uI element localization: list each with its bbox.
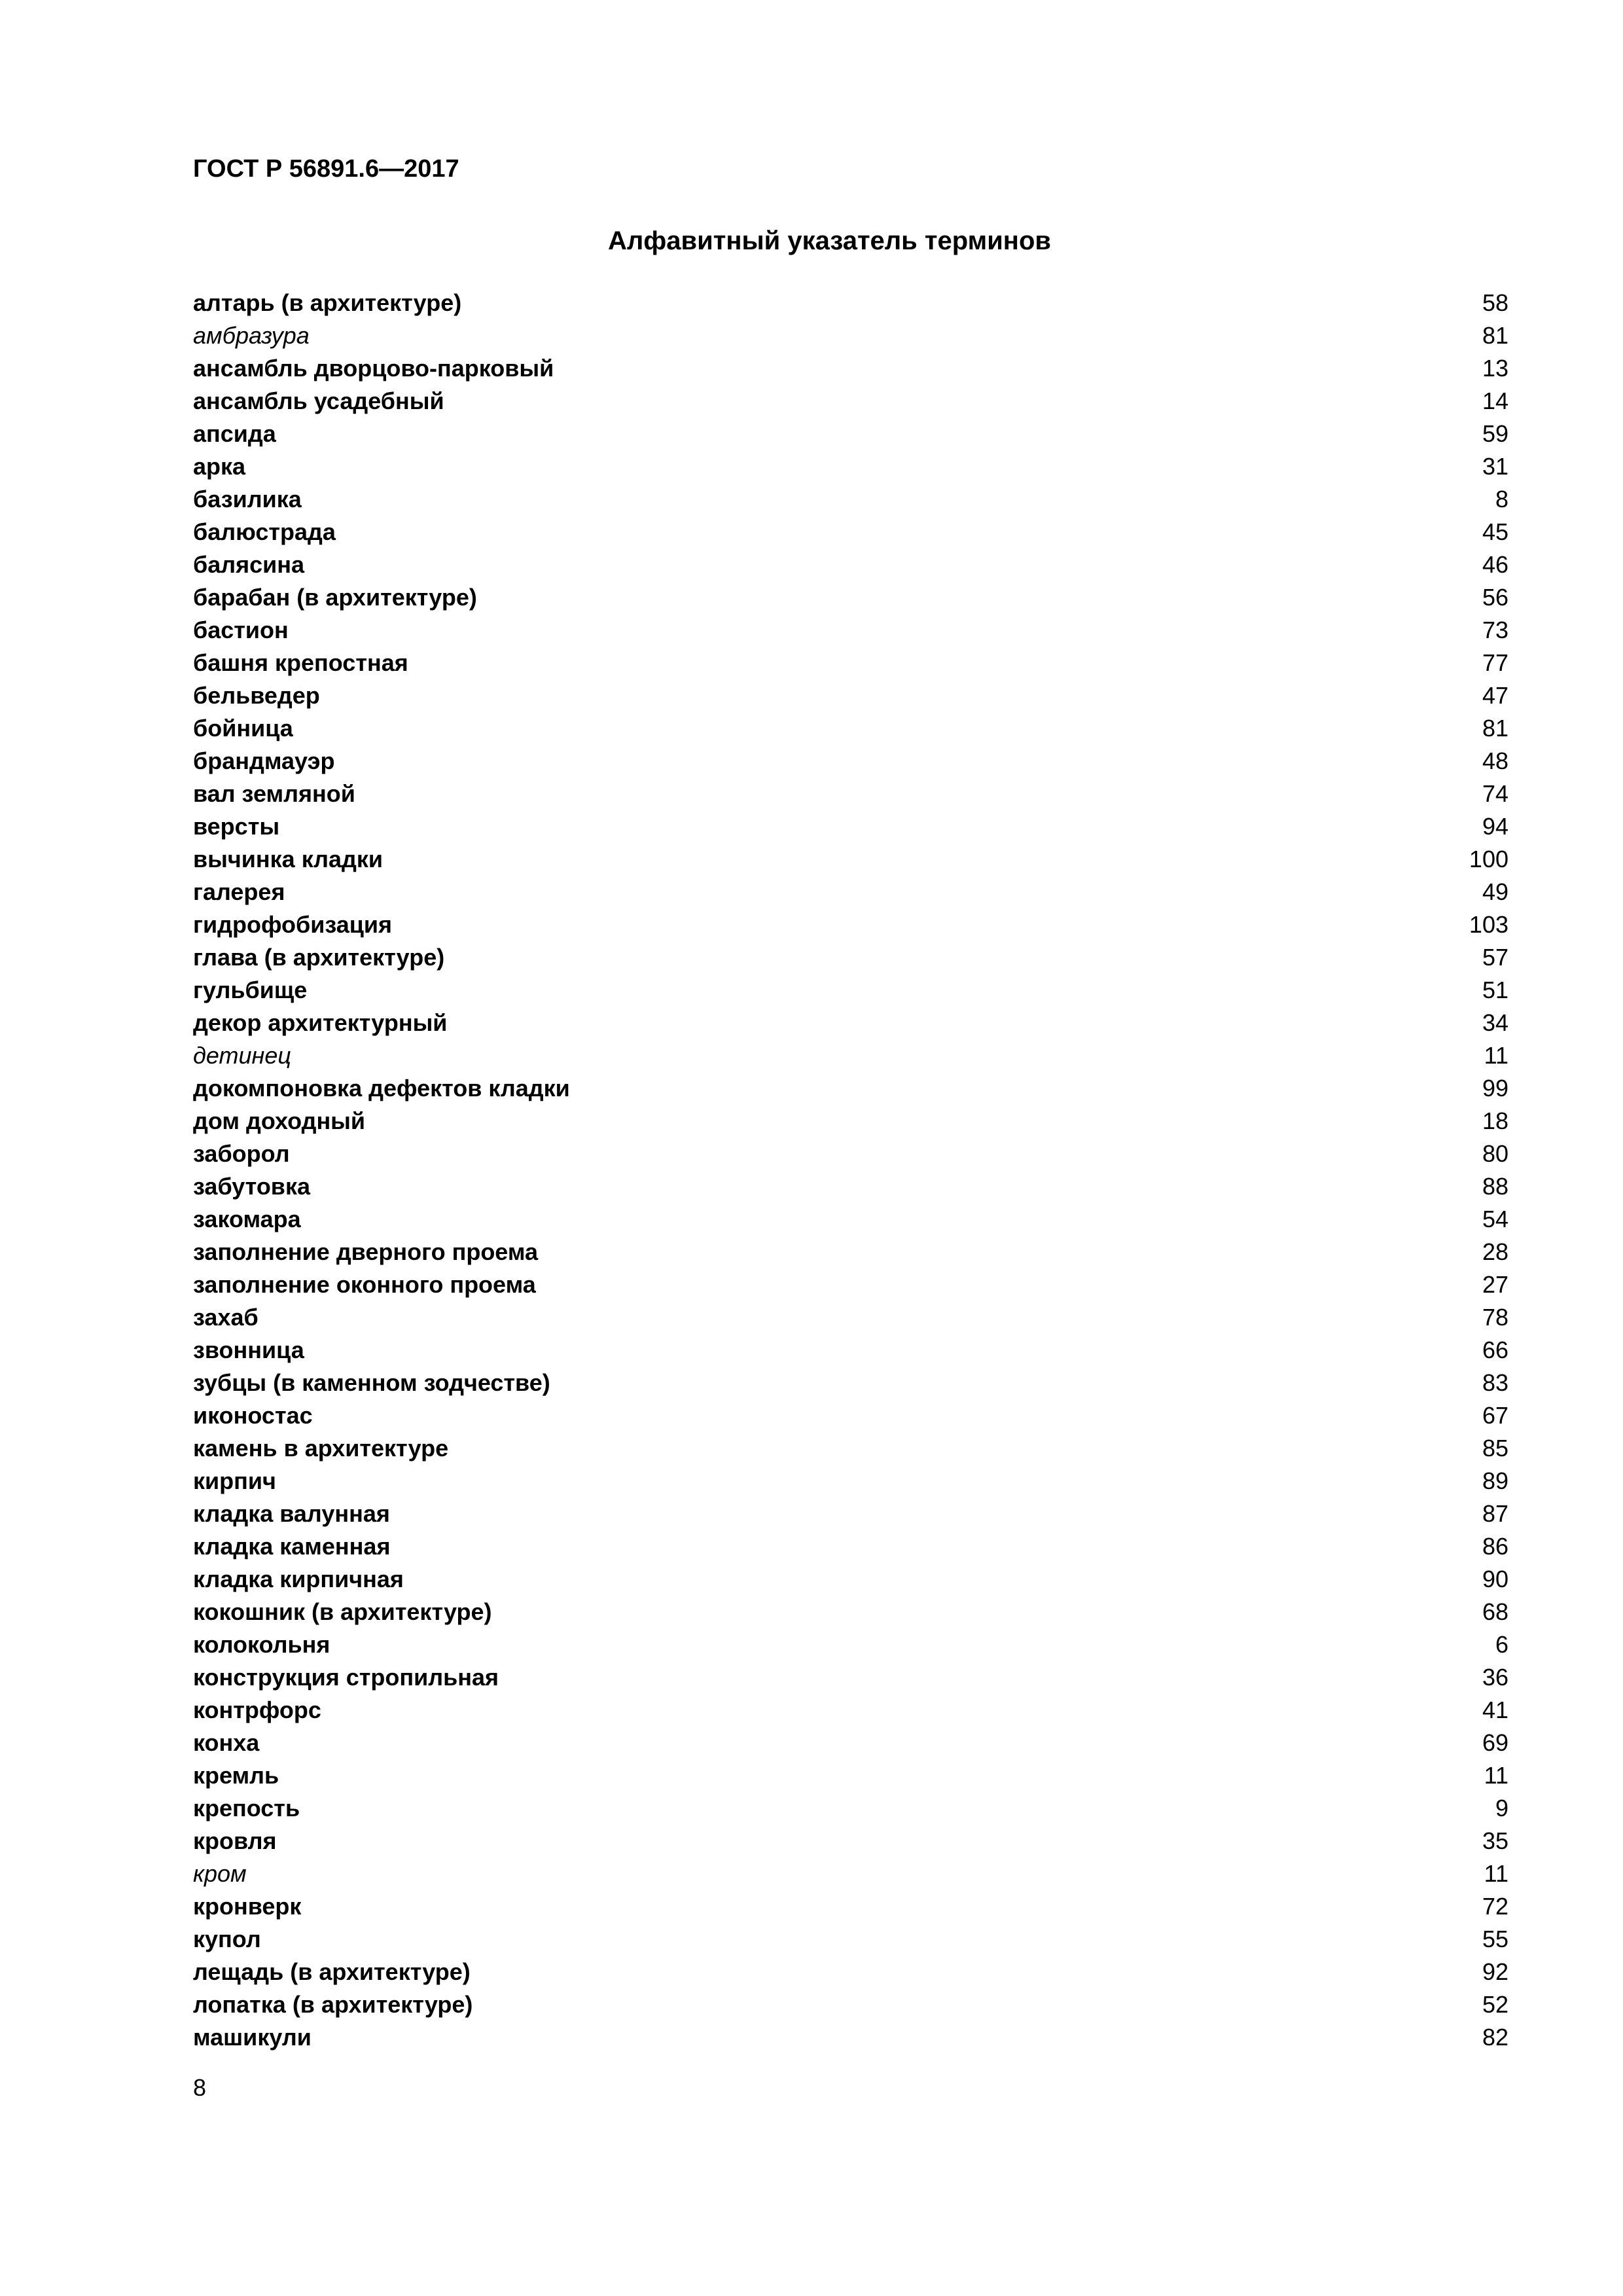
index-term: амбразура [193, 322, 310, 349]
index-term: кронверк [193, 1893, 302, 1920]
index-entry [193, 1334, 1508, 1367]
index-title: Алфавитный указатель терминов [608, 226, 1051, 255]
index-entry [193, 287, 1508, 319]
index-term: арка [193, 453, 246, 480]
index-ref-number: 73 [1482, 617, 1508, 643]
index-ref-number: 11 [1484, 1042, 1508, 1069]
index-term: машикули [193, 2024, 312, 2051]
index-ref-number: 66 [1482, 1336, 1508, 1363]
document-header: ГОСТ Р 56891.6—2017 [193, 155, 459, 183]
index-entry [193, 778, 1508, 810]
index-entry [193, 1563, 1508, 1596]
index-ref-number: 92 [1482, 1958, 1508, 1985]
index-term: барабан (в архитектуре) [193, 584, 477, 611]
index-entry [193, 1236, 1508, 1268]
index-term: бельведер [193, 682, 320, 709]
index-term: детинец [193, 1042, 291, 1069]
index-term: бастион [193, 617, 289, 643]
index-ref-number: 74 [1482, 780, 1508, 807]
index-ref-number: 82 [1482, 2024, 1508, 2051]
index-ref-number: 54 [1482, 1206, 1508, 1232]
index-entry [193, 385, 1508, 418]
index-entry [193, 516, 1508, 548]
index-ref-number: 58 [1482, 289, 1508, 316]
index-term: вычинка кладки [193, 846, 383, 872]
index-ref-number: 68 [1482, 1598, 1508, 1625]
index-term: иконостас [193, 1402, 313, 1429]
index-term: зубцы (в каменном зодчестве) [193, 1369, 550, 1396]
index-term: алтарь (в архитектуре) [193, 289, 462, 316]
index-entry [193, 614, 1508, 647]
index-entry [193, 1890, 1508, 1923]
index-entry [193, 843, 1508, 876]
index-term: звонница [193, 1336, 304, 1363]
index-entry [193, 1039, 1508, 1072]
index-ref-number: 100 [1469, 846, 1508, 872]
index-entry [193, 1268, 1508, 1301]
index-ref-number: 56 [1482, 584, 1508, 611]
index-entry [193, 1956, 1508, 1988]
index-ref-number: 85 [1482, 1435, 1508, 1462]
index-ref-number: 11 [1484, 1860, 1508, 1887]
index-ref-number: 86 [1482, 1533, 1508, 1560]
index-ref-number: 8 [1495, 486, 1508, 512]
index-entry [193, 679, 1508, 712]
index-entry [193, 974, 1508, 1007]
index-entry [193, 1923, 1508, 1956]
index-ref-number: 89 [1482, 1467, 1508, 1494]
index-entry [193, 1367, 1508, 1399]
index-ref-number: 18 [1482, 1107, 1508, 1134]
index-entry [193, 1465, 1508, 1498]
index-ref-number: 46 [1482, 551, 1508, 578]
index-term: захаб [193, 1304, 259, 1331]
index-entry [193, 1988, 1508, 2021]
index-term: глава (в архитектуре) [193, 944, 445, 971]
index-entry [193, 908, 1508, 941]
index-entry [193, 1759, 1508, 1792]
index-entry [193, 1628, 1508, 1661]
index-entry [193, 1857, 1508, 1890]
index-entry [193, 1301, 1508, 1334]
index-ref-number: 83 [1482, 1369, 1508, 1396]
index-term: конструкция стропильная [193, 1664, 499, 1691]
index-ref-number: 81 [1482, 322, 1508, 349]
index-entry [193, 1530, 1508, 1563]
index-ref-number: 11 [1484, 1762, 1508, 1789]
index-ref-number: 69 [1482, 1729, 1508, 1756]
index-term: заполнение дверного проема [193, 1238, 539, 1265]
index-term: ансамбль усадебный [193, 387, 444, 414]
index-entry [193, 1203, 1508, 1236]
index-term: колокольня [193, 1631, 330, 1658]
index-entry [193, 1072, 1508, 1105]
index-ref-number: 67 [1482, 1402, 1508, 1429]
index-entry [193, 1399, 1508, 1432]
index-ref-number: 59 [1482, 420, 1508, 447]
index-term: брандмауэр [193, 747, 335, 774]
index-entry [193, 2021, 1508, 2054]
index-term: закомара [193, 1206, 301, 1232]
index-entry [193, 876, 1508, 908]
index-term: крепость [193, 1795, 300, 1821]
index-ref-number: 6 [1495, 1631, 1508, 1658]
index-term: кром [193, 1860, 247, 1887]
index-entry [193, 745, 1508, 778]
index-term: кокошник (в архитектуре) [193, 1598, 492, 1625]
index-term: базилика [193, 486, 302, 512]
index-term: ансамбль дворцово-парковый [193, 355, 554, 382]
index-term: кремль [193, 1762, 279, 1789]
index-term: галерея [193, 878, 285, 905]
index-term: докомпоновка дефектов кладки [193, 1075, 570, 1102]
index-term: кладка каменная [193, 1533, 391, 1560]
index-term: апсида [193, 420, 276, 447]
index-entry [193, 1792, 1508, 1825]
index-term: гульбище [193, 977, 308, 1003]
index-ref-number: 41 [1482, 1696, 1508, 1723]
index-entry [193, 1661, 1508, 1694]
index-ref-number: 36 [1482, 1664, 1508, 1691]
index-entry [193, 483, 1508, 516]
index-entry [193, 1170, 1508, 1203]
index-ref-number: 81 [1482, 715, 1508, 742]
index-ref-number: 49 [1482, 878, 1508, 905]
index-term: балясина [193, 551, 305, 578]
index-entry [193, 418, 1508, 450]
index-ref-number: 52 [1482, 1991, 1508, 2018]
index-entry [193, 647, 1508, 679]
index-term: заборол [193, 1140, 290, 1167]
index-term: лопатка (в архитектуре) [193, 1991, 473, 2018]
index-ref-number: 45 [1482, 518, 1508, 545]
index-term: гидрофобизация [193, 911, 393, 938]
index-entry [193, 941, 1508, 974]
index-term: кровля [193, 1827, 277, 1854]
index-term: кирпич [193, 1467, 276, 1494]
index-ref-number: 31 [1482, 453, 1508, 480]
index-entry [193, 450, 1508, 483]
term-index-list [193, 287, 1508, 2054]
index-ref-number: 14 [1482, 387, 1508, 414]
index-term: бойница [193, 715, 293, 742]
index-term: версты [193, 813, 280, 840]
index-ref-number: 77 [1482, 649, 1508, 676]
index-term: конха [193, 1729, 260, 1756]
index-entry [193, 1432, 1508, 1465]
index-entry [193, 712, 1508, 745]
page-number: 8 [193, 2074, 207, 2101]
index-ref-number: 72 [1482, 1893, 1508, 1920]
index-ref-number: 94 [1482, 813, 1508, 840]
index-ref-number: 34 [1482, 1009, 1508, 1036]
index-term: заполнение оконного проема [193, 1271, 536, 1298]
index-ref-number: 51 [1482, 977, 1508, 1003]
index-entry [193, 352, 1508, 385]
index-term: контрфорс [193, 1696, 321, 1723]
index-term: купол [193, 1926, 261, 1952]
index-ref-number: 13 [1482, 355, 1508, 382]
index-entry [193, 581, 1508, 614]
index-entry [193, 810, 1508, 843]
index-ref-number: 99 [1482, 1075, 1508, 1102]
index-term: дом доходный [193, 1107, 366, 1134]
index-term: камень в архитектуре [193, 1435, 449, 1462]
index-ref-number: 80 [1482, 1140, 1508, 1167]
index-term: кладка валунная [193, 1500, 390, 1527]
index-entry [193, 1596, 1508, 1628]
index-ref-number: 9 [1495, 1795, 1508, 1821]
index-entry [193, 319, 1508, 352]
index-entry [193, 1138, 1508, 1170]
index-ref-number: 35 [1482, 1827, 1508, 1854]
index-entry [193, 1105, 1508, 1138]
index-term: декор архитектурный [193, 1009, 448, 1036]
index-ref-number: 28 [1482, 1238, 1508, 1265]
index-entry [193, 1498, 1508, 1530]
index-term: башня крепостная [193, 649, 408, 676]
index-term: кладка кирпичная [193, 1566, 404, 1592]
index-entry [193, 1825, 1508, 1857]
index-term: вал земляной [193, 780, 355, 807]
index-ref-number: 48 [1482, 747, 1508, 774]
index-entry [193, 1727, 1508, 1759]
index-entry [193, 1007, 1508, 1039]
index-ref-number: 27 [1482, 1271, 1508, 1298]
index-ref-number: 55 [1482, 1926, 1508, 1952]
index-ref-number: 78 [1482, 1304, 1508, 1331]
index-entry [193, 548, 1508, 581]
index-ref-number: 87 [1482, 1500, 1508, 1527]
index-term: забутовка [193, 1173, 310, 1200]
index-entry [193, 1694, 1508, 1727]
index-term: балюстрада [193, 518, 336, 545]
index-ref-number: 47 [1482, 682, 1508, 709]
index-ref-number: 88 [1482, 1173, 1508, 1200]
index-ref-number: 90 [1482, 1566, 1508, 1592]
index-ref-number: 57 [1482, 944, 1508, 971]
index-ref-number: 103 [1469, 911, 1508, 938]
index-term: лещадь (в архитектуре) [193, 1958, 471, 1985]
